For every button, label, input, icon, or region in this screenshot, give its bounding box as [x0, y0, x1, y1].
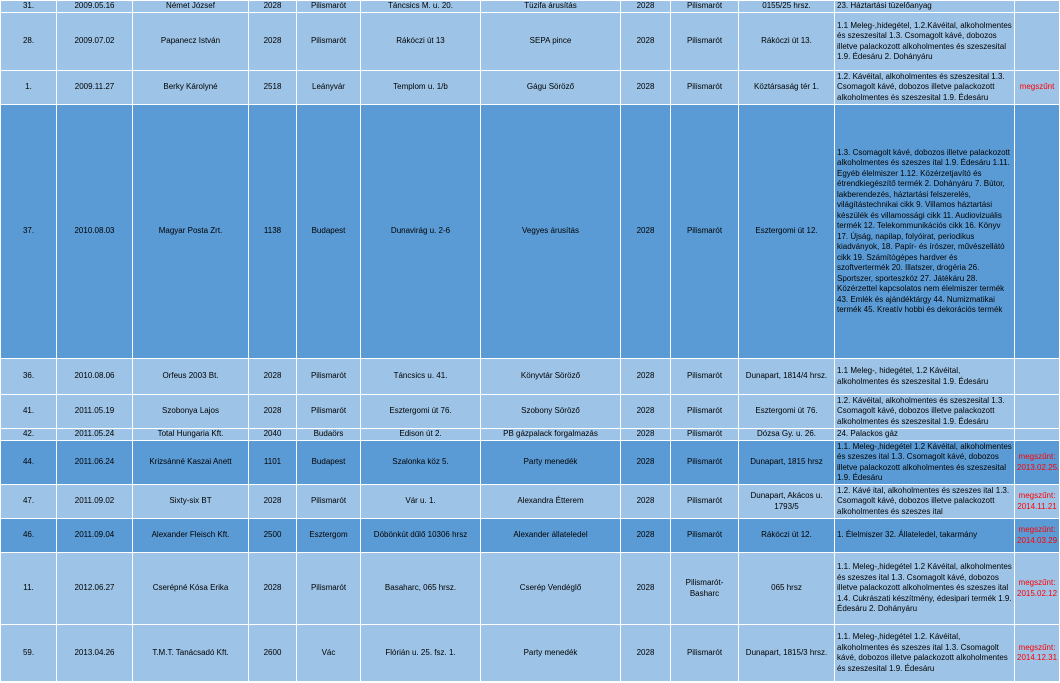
col-date: 2010.08.06: [57, 359, 133, 395]
col-address: Táncsics u. 41.: [361, 359, 481, 395]
col-unit-zip: 2028: [621, 519, 671, 553]
col-note: [1015, 429, 1060, 441]
col-unit-address: Dunapart, Akácos u. 1793/5: [739, 485, 835, 519]
col-number: 44.: [1, 441, 57, 485]
col-unit-city: Pilismarót: [671, 1, 739, 13]
col-city: Pilismarót: [297, 485, 361, 519]
col-date: 2010.08.03: [57, 105, 133, 359]
col-items: 1.3. Csomagolt kávé, dobozos illetve palackozott alkoholmentes és szeszes ital 1.9. Édesáru 1.11. Egyéb élelmiszer 1.12. Közérzetjavító és étrendkiegészítő termék 2. Dohányáru 7. Bútor, lakberendezés, háztartási felszerelés, világítástechnikai cikk 9. Villamos háztartási készülék és villamossági cikk 11. Audiovizuális termék 12. Telekommunikációs cikk 16. Könyv 17. Újság, napilap, folyóirat, periodikus kiadványok, 18. Papír- és írószer, művészellátó cikk 19. Számítógépes hardver és szoftvertermék 20. Illatszer, drogéria 26. Sportszer, sporteszköz 27. Játékáru 28. Közérzettel kapcsolatos nem élelmiszer termék 43. Emlék és ajándéktárgy 44. Numizmatikai termék 45. Kreatív hobbi és dekorációs termék: [835, 105, 1015, 359]
col-unit-zip: 2028: [621, 441, 671, 485]
col-items: 1.2. Kávéital, alkoholmentes és szeszesital 1.3. Csomagolt kávé, dobozos illetve palackozott alkoholmentes és szeszesital 1.9. Édesáru: [835, 395, 1015, 429]
col-unit: Tüzifa árusítás: [481, 1, 621, 13]
col-unit-zip: 2028: [621, 359, 671, 395]
col-zip: 1101: [249, 441, 297, 485]
table-row: [1, 13, 1060, 71]
col-note: [1015, 359, 1060, 395]
col-number: 36.: [1, 359, 57, 395]
col-unit: Vegyes árusítás: [481, 105, 621, 359]
table-row: [1, 429, 1060, 441]
col-items: 1. Élelmiszer 32. Állateledel, takarmány: [835, 519, 1015, 553]
col-city: Pilismarót: [297, 1, 361, 13]
col-items: 1.1. Meleg-,hidegétel 1.2 Kávéital, alkoholmentes és szeszes ital 1.3. Csomagolt kávé, dobozos illetve palackozott alkoholmentes és szeszesital 1.9. Édesáru: [835, 441, 1015, 485]
col-items: 1.1 Meleg-,hidegétel, 1.2.Kávéital, alkoholmentes és szeszesital 1.3. Csomagolt kávé, dobozos illetve palackozott alkoholmentes és szeszesital 1.9. Édesáru 2. Dohányáru: [835, 13, 1015, 71]
col-unit-zip: 2028: [621, 429, 671, 441]
col-name: Papanecz István: [133, 13, 249, 71]
col-unit-zip: 2028: [621, 13, 671, 71]
col-items: 23. Háztartási tüzelőanyag: [835, 1, 1015, 13]
col-unit-address: Köztársaság tér 1.: [739, 71, 835, 105]
col-unit-city: Pilismarót: [671, 429, 739, 441]
col-name: Német József: [133, 1, 249, 13]
col-number: 28.: [1, 13, 57, 71]
col-number: 46.: [1, 519, 57, 553]
col-zip: 1138: [249, 105, 297, 359]
col-unit-address: Esztergomi út 12.: [739, 105, 835, 359]
col-unit: Könyvtár Söröző: [481, 359, 621, 395]
col-unit: Party menedék: [481, 625, 621, 682]
col-address: Basaharc, 065 hrsz.: [361, 553, 481, 625]
table-row: [1, 485, 1060, 519]
col-note: [1015, 395, 1060, 429]
col-unit-city: Pilismarót: [671, 395, 739, 429]
col-unit-zip: 2028: [621, 485, 671, 519]
col-unit-address: 0155/25 hrsz.: [739, 1, 835, 13]
col-note: megszűnt: 2014.03.29: [1015, 519, 1060, 553]
col-name: Szobonya Lajos: [133, 395, 249, 429]
table-row: [1, 105, 1060, 359]
col-date: 2009.07.02: [57, 13, 133, 71]
table-row: [1, 441, 1060, 485]
col-unit-city: Pilismarót: [671, 519, 739, 553]
col-date: 2011.05.19: [57, 395, 133, 429]
col-unit-city: Pilismarót-Basharc: [671, 553, 739, 625]
col-date: 2011.09.04: [57, 519, 133, 553]
col-items: 1.2. Kávéital, alkoholmentes és szeszesital 1.3. Csomagolt kávé, dobozos illetve palackozott alkoholmentes és szeszesital 1.9. Édesáru: [835, 71, 1015, 105]
col-zip: 2028: [249, 1, 297, 13]
col-city: Budapest: [297, 105, 361, 359]
col-unit: Party menedék: [481, 441, 621, 485]
col-city: Vác: [297, 625, 361, 682]
col-unit-address: Rákóczi út 13.: [739, 13, 835, 71]
col-unit-zip: 2028: [621, 553, 671, 625]
col-city: Budaörs: [297, 429, 361, 441]
col-name: Krizsánné Kaszai Anett: [133, 441, 249, 485]
col-unit-zip: 2028: [621, 105, 671, 359]
col-note: megszűnt: 2014.11.21: [1015, 485, 1060, 519]
table-row: [1, 1, 1060, 13]
col-date: 2009.11.27: [57, 71, 133, 105]
col-zip: 2500: [249, 519, 297, 553]
col-city: Pilismarót: [297, 395, 361, 429]
col-unit: PB gázpalack forgalmazás: [481, 429, 621, 441]
col-unit-zip: 2028: [621, 625, 671, 682]
col-unit-address: Dunapart, 1815 hrsz: [739, 441, 835, 485]
col-date: 2009.05.16: [57, 1, 133, 13]
col-note: [1015, 105, 1060, 359]
col-note: [1015, 13, 1060, 71]
col-unit-city: Pilismarót: [671, 625, 739, 682]
table-body: [1, 1, 1060, 682]
col-name: T.M.T. Tanácsadó Kft.: [133, 625, 249, 682]
col-name: Alexander Fleisch Kft.: [133, 519, 249, 553]
col-zip: 2028: [249, 485, 297, 519]
col-number: 47.: [1, 485, 57, 519]
col-note: megszűnt: 2013.02.25.: [1015, 441, 1060, 485]
col-name: Magyar Posta Zrt.: [133, 105, 249, 359]
col-name: Sixty-six BT: [133, 485, 249, 519]
col-address: Esztergomi út 76.: [361, 395, 481, 429]
col-unit: Szobony Söröző: [481, 395, 621, 429]
table-row: [1, 71, 1060, 105]
col-zip: 2518: [249, 71, 297, 105]
col-note: [1015, 1, 1060, 13]
col-address: Edison út 2.: [361, 429, 481, 441]
col-items: 1.1 Meleg-, hidegétel, 1.2 Kávéital, alkoholmentes és szeszesital 1.9. Édesáru: [835, 359, 1015, 395]
col-note: megszűnt: 2014.12.31: [1015, 625, 1060, 682]
col-address: Vár u. 1.: [361, 485, 481, 519]
col-unit: Gágu Söröző: [481, 71, 621, 105]
col-unit-zip: 2028: [621, 1, 671, 13]
col-unit: Cserép Vendéglő: [481, 553, 621, 625]
col-city: Budapest: [297, 441, 361, 485]
col-unit-city: Pilismarót: [671, 441, 739, 485]
col-unit-address: Esztergomi út 76.: [739, 395, 835, 429]
col-number: 11.: [1, 553, 57, 625]
col-date: 2013.04.26: [57, 625, 133, 682]
col-address: Rákóczi út 13: [361, 13, 481, 71]
col-unit-address: Dózsa Gy. u. 26.: [739, 429, 835, 441]
col-unit-zip: 2028: [621, 395, 671, 429]
col-items: 24. Palackos gáz: [835, 429, 1015, 441]
col-unit-address: 065 hrsz: [739, 553, 835, 625]
col-date: 2011.09.02: [57, 485, 133, 519]
col-name: Orfeus 2003 Bt.: [133, 359, 249, 395]
col-zip: 2028: [249, 395, 297, 429]
col-address: Táncsics M. u. 20.: [361, 1, 481, 13]
col-city: Esztergom: [297, 519, 361, 553]
col-zip: 2028: [249, 13, 297, 71]
col-number: 37.: [1, 105, 57, 359]
col-number: 31.: [1, 1, 57, 13]
col-number: 41.: [1, 395, 57, 429]
col-date: 2011.05.24: [57, 429, 133, 441]
col-number: 59.: [1, 625, 57, 682]
col-unit-city: Pilismarót: [671, 13, 739, 71]
col-address: Szalonka köz 5.: [361, 441, 481, 485]
col-date: 2012.06.27: [57, 553, 133, 625]
col-name: Berky Károlyné: [133, 71, 249, 105]
col-note: megszűnt: 2015.02.12: [1015, 553, 1060, 625]
col-items: 1.2. Kávé ital, alkoholmentes és szeszes ital 1.3. Csomagolt kávé, dobozos illetve palackozott alkoholmentes és szeszes ital: [835, 485, 1015, 519]
col-unit-address: Dunapart, 1815/3 hrsz.: [739, 625, 835, 682]
col-unit-city: Pilismarót: [671, 359, 739, 395]
col-city: Pilismarót: [297, 553, 361, 625]
col-items: 1.1. Meleg-,hidegétel 1.2 Kávéital, alkoholmentes és szeszes ital 1.3. Csomagolt kávé, dobozos illetve palackozott alkoholmentes és szeszes ital 1.4. Cukrászati készítmény, édesipari termék 1.9. Édesáru 2. Dohányáru: [835, 553, 1015, 625]
col-unit-address: Dunapart, 1814/4 hrsz.: [739, 359, 835, 395]
col-number: 1.: [1, 71, 57, 105]
col-address: Flórián u. 25. fsz. 1.: [361, 625, 481, 682]
col-zip: 2028: [249, 553, 297, 625]
col-name: Total Hungaria Kft.: [133, 429, 249, 441]
col-unit: SEPA pince: [481, 13, 621, 71]
col-unit-zip: 2028: [621, 71, 671, 105]
col-address: Döbönkút dűlő 10306 hrsz: [361, 519, 481, 553]
table-row: [1, 359, 1060, 395]
col-city: Pilismarót: [297, 13, 361, 71]
table-row: [1, 395, 1060, 429]
col-zip: 2600: [249, 625, 297, 682]
col-city: Leányvár: [297, 71, 361, 105]
col-zip: 2040: [249, 429, 297, 441]
col-note: megszűnt: [1015, 71, 1060, 105]
col-items: 1.1. Meleg-,hidegétel 1.2. Kávéital, alkoholmentes és szeszes ital 1.3. Csomagolt kávé, dobozos illetve palackozott alkoholmentes és szeszesital 1.9. Édesáru: [835, 625, 1015, 682]
col-city: Pilismarót: [297, 359, 361, 395]
col-unit: Alexandra Étterem: [481, 485, 621, 519]
col-zip: 2028: [249, 359, 297, 395]
col-unit-city: Pilismarót: [671, 71, 739, 105]
col-unit-address: Rákóczi út 12.: [739, 519, 835, 553]
col-number: 42.: [1, 429, 57, 441]
col-address: Dunavirág u. 2-6: [361, 105, 481, 359]
col-unit-city: Pilismarót: [671, 485, 739, 519]
col-date: 2011.06.24: [57, 441, 133, 485]
table-row: [1, 625, 1060, 682]
table-row: [1, 519, 1060, 553]
col-address: Templom u. 1/b: [361, 71, 481, 105]
col-unit-city: Pilismarót: [671, 105, 739, 359]
col-name: Cserépné Kósa Erika: [133, 553, 249, 625]
table-row: [1, 553, 1060, 625]
col-unit: Alexander állateledel: [481, 519, 621, 553]
